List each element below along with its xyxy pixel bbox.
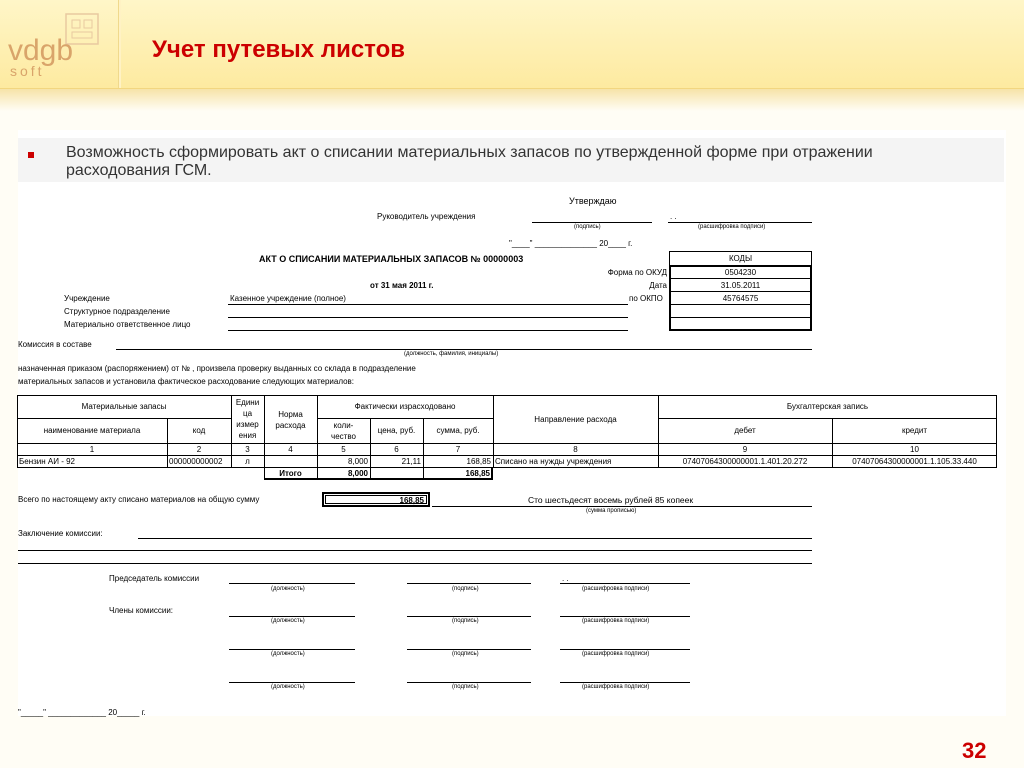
chair-label: Председатель комиссии: [109, 574, 200, 583]
total-label: Итого: [279, 469, 302, 478]
h-unit-l4: ения: [238, 431, 257, 440]
total-amount-box: [322, 492, 430, 507]
member3-position-line: [229, 682, 355, 683]
conclusion-label: Заключение комиссии:: [18, 529, 103, 538]
col-num-8: 8: [573, 445, 578, 454]
h-qty: [317, 420, 370, 442]
h-credit: кредит: [901, 426, 928, 435]
okpo-value: 45764575: [722, 294, 759, 303]
institution-label: Учреждение: [64, 294, 110, 303]
okpo-cell: [669, 291, 812, 305]
codes-header-cell: [669, 251, 812, 266]
row-name: Бензин АИ - 92: [19, 457, 75, 466]
h-sum: сумма, руб.: [436, 426, 480, 435]
okud-value: 0504230: [724, 268, 757, 277]
approve-date-line: "____" ______________ 20____ г.: [509, 239, 633, 248]
h-materials: Материальные запасы: [81, 402, 167, 411]
head-label: Руководитель учреждения: [377, 212, 476, 221]
svg-text:soft: soft: [10, 63, 45, 79]
total-amount: 168,85: [399, 496, 424, 505]
logo-separator: [118, 0, 121, 88]
okpo-label: по ОКПО: [629, 294, 663, 303]
member3-sign-line: [407, 682, 531, 683]
col-num-5: 5: [341, 445, 346, 454]
h-rule-3: [658, 418, 997, 419]
chair-sign-caption: (подпись): [452, 586, 479, 592]
responsible-line: [228, 330, 628, 331]
total-words-line: [432, 506, 812, 507]
head-dots: . .: [670, 212, 677, 221]
member1-decode-caption: (расшифровка подписи): [582, 618, 650, 624]
member1-sign-line: [407, 616, 531, 617]
conclusion-line-3: [18, 563, 812, 564]
member1-decode-line: [560, 616, 690, 617]
member2-position-line: [229, 649, 355, 650]
conclusion-line-2: [18, 550, 812, 551]
members-label: Члены комиссии:: [109, 606, 174, 615]
member3-decode-caption: (расшифровка подписи): [582, 684, 650, 690]
row-qty: 8,000: [347, 457, 368, 466]
col-num-9: 9: [742, 445, 748, 454]
bullet-text: Возможность сформировать акт о списании материальных запасов по утвержденной форме при отражении расходования ГСМ.: [66, 144, 873, 179]
h-unit-l2: ца: [242, 409, 253, 418]
codes-empty-cell-2: [669, 317, 812, 331]
member2-position-caption: (должность): [271, 651, 305, 657]
member3-position-caption: (должность): [271, 684, 305, 690]
total-text: Всего по настоящему акту списано материалов на общую сумму: [18, 495, 260, 504]
chair-decode-caption: (расшифровка подписи): [582, 586, 650, 592]
member3-sign-caption: (подпись): [452, 684, 479, 690]
col-num-6: 6: [394, 445, 399, 454]
total-sum: 168,85: [465, 469, 490, 478]
date-cell: [669, 278, 812, 292]
member1-position-line: [229, 616, 355, 617]
subdivision-line: [228, 317, 628, 318]
member3-decode-line: [560, 682, 690, 683]
head-decode-caption: (расшифровка подписи): [698, 224, 766, 230]
approve-label: Утверждаю: [569, 196, 617, 206]
member2-sign-caption: (подпись): [452, 651, 479, 657]
total-words: Сто шестьдесят восемь рублей 85 копеек: [528, 495, 694, 505]
h-rule-5: [17, 455, 997, 456]
institution-line: [228, 304, 628, 305]
bottom-date: "_____" _____________ 20_____ г.: [18, 708, 146, 717]
total-v-2: [370, 467, 371, 480]
date-value: 31.05.2011: [720, 281, 761, 290]
h-norm: [264, 409, 317, 431]
member2-decode-caption: (расшифровка подписи): [582, 651, 650, 657]
act-title: АКТ О СПИСАНИИ МАТЕРИАЛЬНЫХ ЗАПАСОВ № 00000003: [259, 254, 524, 264]
v-rule-3: [264, 395, 265, 468]
row-sum: 168,85: [466, 457, 491, 466]
words-caption: (сумма прописью): [586, 508, 637, 514]
h-norm-l1: Норма: [278, 410, 303, 419]
h-debit: дебет: [734, 426, 756, 435]
header-shadow: [0, 89, 1024, 111]
okud-cell: [669, 265, 812, 279]
codes-header: КОДЫ: [728, 254, 753, 263]
okud-label: Форма по ОКУД: [607, 268, 667, 277]
h-rule-2: [317, 418, 493, 419]
slide-header: [0, 0, 1024, 89]
row-unit: л: [245, 457, 250, 466]
h-unit-l1: Едини: [235, 398, 260, 407]
chair-dots: . .: [562, 574, 569, 583]
col-num-10: 10: [910, 445, 919, 454]
commission-label: Комиссия в составе: [18, 340, 92, 349]
act-date: от 31 мая 2011 г.: [370, 281, 434, 290]
member1-sign-caption: (подпись): [452, 618, 479, 624]
h-rule-1: [17, 418, 231, 419]
chair-sign-line: [407, 583, 531, 584]
head-sign-caption: (подпись): [574, 224, 601, 230]
h-unit: [231, 397, 264, 441]
page-number: 32: [962, 738, 987, 763]
h-code: код: [192, 426, 206, 435]
responsible-label: Материально ответственное лицо: [64, 320, 191, 329]
bullet-marker-icon: [28, 152, 34, 158]
vdgb-logo: [6, 10, 110, 80]
head-sign-line: [532, 222, 652, 223]
h-price: цена, руб.: [377, 426, 416, 435]
col-num-7: 7: [455, 445, 461, 454]
bullet-row: [18, 138, 1004, 182]
col-num-4: 4: [288, 445, 293, 454]
commission-line: [116, 349, 812, 350]
svg-text:vdgb: vdgb: [8, 34, 74, 67]
h-direction: Направление расхода: [534, 415, 617, 424]
chair-decode-line: [560, 583, 690, 584]
head-decode-line: [668, 222, 812, 223]
order-text-2: материальных запасов и установила фактическое расходование следующих материалов:: [18, 377, 355, 386]
member2-decode-line: [560, 649, 690, 650]
conclusion-line-1: [138, 538, 812, 539]
h-accounting: Бухгалтерская запись: [786, 402, 869, 411]
row-debit: 07407064300000001.1.401.20.272: [682, 457, 808, 466]
row-code: 000000000002: [169, 457, 223, 466]
slide-title: Учет путевых листов: [152, 36, 406, 63]
col-num-3: 3: [245, 445, 250, 454]
commission-caption: (должность, фамилия, инициалы): [404, 351, 499, 357]
row-credit: 07407064300000001.1.105.33.440: [852, 457, 977, 466]
h-unit-l3: измер: [236, 420, 259, 429]
member2-sign-line: [407, 649, 531, 650]
h-name: наименование материала: [43, 426, 141, 435]
h-norm-l2: расхода: [275, 421, 306, 430]
h-rule-6: [17, 467, 997, 468]
chair-position-line: [229, 583, 355, 584]
h-qty-l2: чество: [331, 432, 356, 441]
h-actual: Фактически израсходовано: [354, 402, 456, 411]
member1-position-caption: (должность): [271, 618, 305, 624]
chair-position-caption: (должность): [271, 586, 305, 592]
institution-value: Казенное учреждение (полное): [230, 294, 346, 303]
row-direction: Списано на нужды учреждения: [495, 457, 612, 466]
col-num-2: 2: [196, 445, 202, 454]
total-qty: 8,000: [347, 469, 368, 478]
order-text-1: назначенная приказом (распоряжением) от № , произвела проверку выданных со склада в подразделение: [18, 364, 416, 373]
row-price: 21,11: [401, 457, 421, 466]
subdivision-label: Структурное подразделение: [64, 307, 170, 316]
h-rule-4: [17, 443, 997, 444]
v-rule-7: [493, 395, 494, 468]
h-qty-l1: коли-: [333, 421, 354, 430]
col-num-1: 1: [89, 445, 95, 454]
date-label: Дата: [649, 281, 667, 290]
codes-empty-cell-1: [669, 304, 812, 318]
